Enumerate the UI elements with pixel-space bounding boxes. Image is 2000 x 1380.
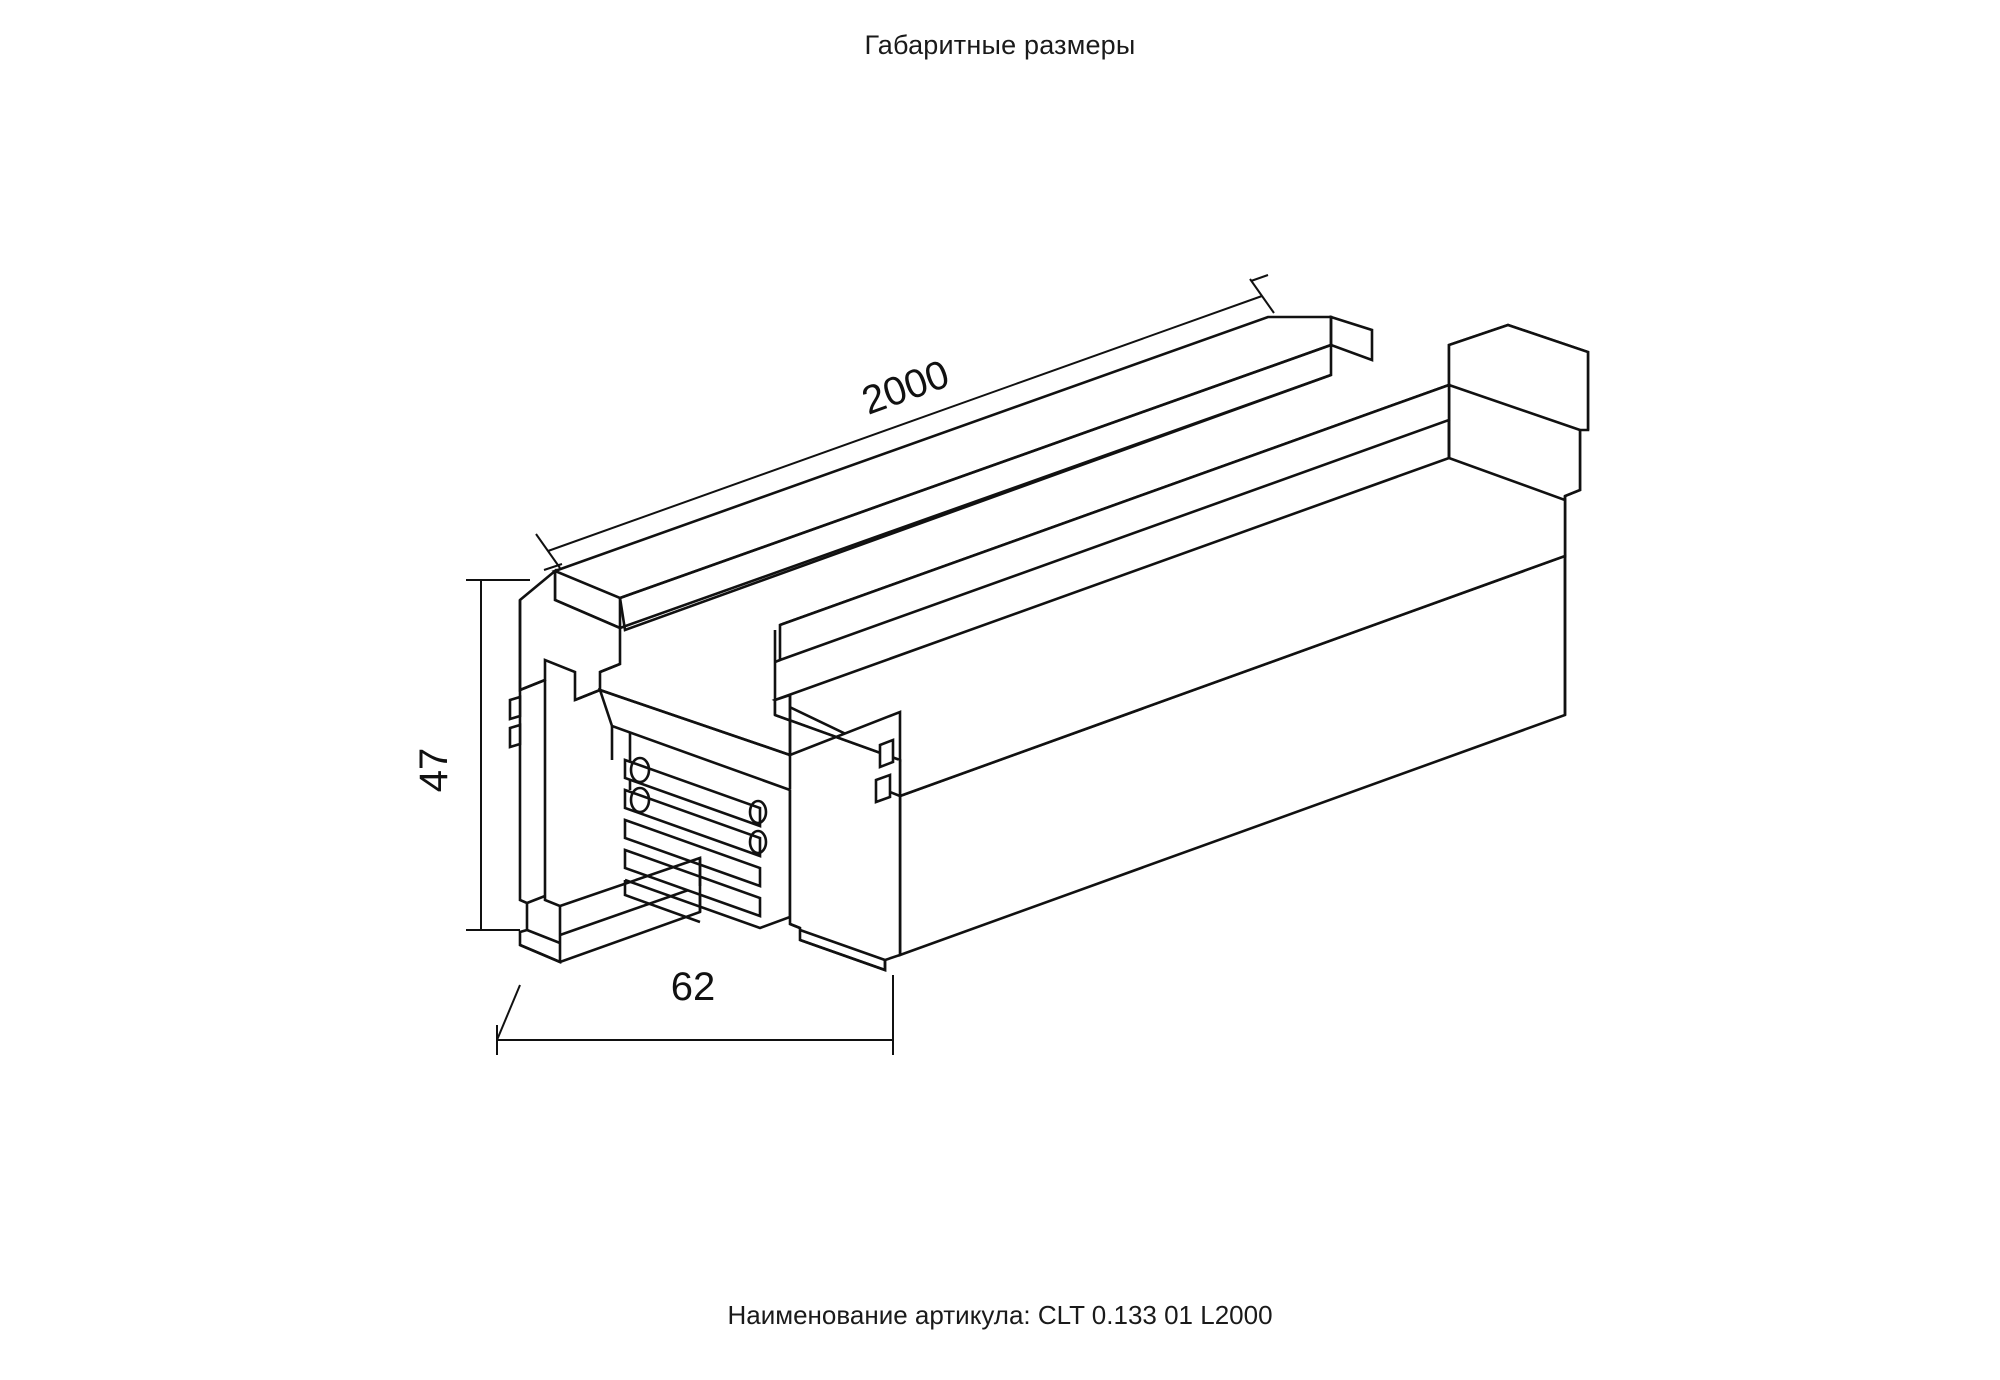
profile-cross-section-left xyxy=(510,571,700,962)
dimension-label-height: 47 xyxy=(412,747,456,793)
profile-inner-channel xyxy=(600,690,790,928)
article-caption xyxy=(0,1300,2000,1331)
dimension-label-width: 62 xyxy=(670,965,716,1009)
page-title-text: Габаритные размеры xyxy=(864,30,1136,60)
article-caption-text: Наименование артикула: CLT 0.133 01 L2000 xyxy=(727,1300,1273,1330)
profile-cross-section-front xyxy=(775,695,900,970)
dimension-label-length: 2000 xyxy=(856,352,955,424)
